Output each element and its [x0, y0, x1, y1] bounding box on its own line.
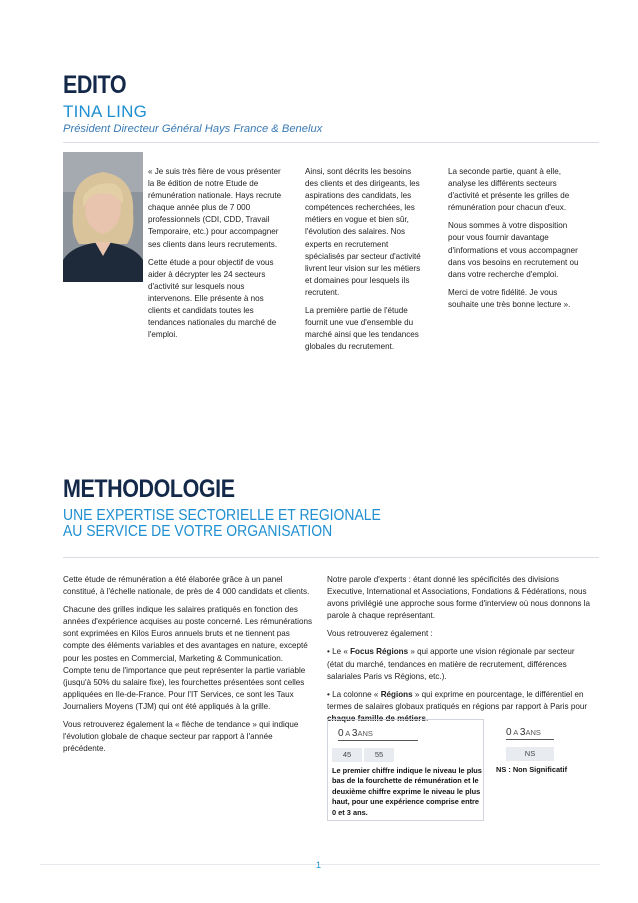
methodo-right-column — [327, 574, 592, 731]
edito-paragraph: Nous sommes à votre disposition pour vous fournir davantage d'informations et vous accompagner dans vos besoins en recrutement ou dans votre recherche d'emploi. — [448, 221, 579, 279]
bold-term: chaque famille de métiers — [327, 713, 426, 723]
salary-example-box — [327, 719, 484, 821]
methodo-title: METHODOLOGIE — [63, 475, 235, 503]
range-to: 3 — [519, 727, 526, 738]
author-role: Président Directeur Général Hays France & Benelux — [63, 123, 323, 135]
experience-range — [338, 728, 418, 741]
range-unit: ANS — [525, 728, 541, 737]
salary-max-cell: 55 — [364, 748, 394, 762]
methodo-left-column — [63, 574, 313, 761]
edito-paragraph: Cette étude a pour objectif de vous aider à décrypter les 24 secteurs d'activité sur lesquels nous intervenons. Elle présente à nos clients et candidats toutes les tendances nationales du marché de l'emploi. — [148, 257, 277, 340]
methodo-paragraph: Notre parole d'experts : étant donné les spécificités des divisions Executive, International et Associations, Fondations & Fédérations, nous avons privilégié une approche sous forme d'interview où nous donnons la parole à chaque représentant. — [327, 575, 590, 621]
range-unit: ANS — [357, 729, 373, 738]
edito-column-3 — [448, 166, 580, 317]
methodo-subtitle-line1: UNE EXPERTISE SECTORIELLE ET REGIONALE — [63, 507, 381, 524]
range-to: 3 — [351, 728, 358, 739]
ns-cell: NS — [506, 747, 554, 761]
edito-paragraph: Ainsi, sont décrits les besoins des clients et des dirigeants, les aspirations des candidats, les compétences recherchées, les métiers en vogue et bien sûr, l'évolution des salaires. Nos experts en recrutement spécialisés par secteur d'activité livrent leur vision sur les métiers et domaines pour lesquels ils recrutent. — [305, 167, 421, 297]
edito-column-2 — [305, 166, 425, 359]
text-span: • Le « — [327, 647, 351, 657]
bold-term: Focus Régions — [350, 647, 409, 657]
bold-term: Régions — [380, 689, 413, 699]
range-sep: A — [345, 729, 350, 738]
edito-paragraph: La seconde partie, quant à elle, analyse les différents secteurs d'activité et présente les grilles de rémunération pour chacun d'eux. — [448, 167, 570, 213]
text-span: . — [425, 713, 429, 723]
methodo-paragraph: Chacune des grilles indique les salaires pratiqués en fonction des années d'expérience acquises au poste concerné. Les rémunérations sont exprimées en Kilos Euros annuels bruts et ne tiennent pas compte des éléments variables et des avantages en nature, excepté pour les postes en Commercial, Marketing & Communication. Compte tenu de l'importance que peut représenter la partie variable (jusqu'à 50% du salaire fixe), les fourchettes présentées sont celles appliquées en Ile-de-France. Pour l'IT Services, ce sont les Taux Journaliers Moyens (TJM) qui ont été appliqués à la grille. — [63, 605, 313, 711]
experience-range — [506, 727, 554, 740]
range-sep: A — [513, 728, 518, 737]
methodo-focus-paragraph — [327, 646, 592, 682]
portrait-image — [63, 152, 143, 282]
edito-title: EDITO — [63, 71, 127, 99]
range-from: 0 — [338, 728, 344, 739]
author-name: TINA LING — [63, 102, 147, 121]
methodo-subtitle-line2: AU SERVICE DE VOTRE ORGANISATION — [63, 523, 333, 540]
methodo-paragraph: Vous retrouverez également la « flèche de tendance » qui indique l'évolution globale de chaque secteur par rapport à l'année précédente. — [63, 720, 299, 754]
edito-paragraph: Merci de votre fidélité. Je vous souhaite une très bonne lecture ». — [448, 287, 571, 309]
divider — [63, 142, 599, 143]
edito-paragraph: « Je suis très fière de vous présenter la 8e édition de notre Etude de rémunération nationale. Hays recrute chaque année plus de 7 000 professionnels (CDI, CDD, Travail Temporaire, etc.) pour accompagner ses clients dans leurs recrutements. — [148, 167, 282, 249]
page-number: 1 — [316, 860, 322, 870]
divider — [63, 557, 599, 558]
box-caption: Le premier chiffre indique le niveau le plus bas de la fourchette de rémunération et le deuxième chiffre exprime le niveau le plus haut, pour une expérience comprise entre 0 et 3 ans. — [332, 766, 482, 817]
salary-min-cell: 45 — [332, 748, 362, 762]
author-photo — [63, 152, 143, 282]
box-caption: NS : Non Significatif — [496, 765, 568, 774]
text-span: • La colonne « — [327, 689, 381, 699]
ns-example-box — [496, 719, 596, 779]
range-from: 0 — [506, 727, 512, 738]
edito-paragraph: La première partie de l'étude fournit une vue d'ensemble du marché ainsi que les tendances globales du recrutement. — [305, 306, 419, 352]
methodo-paragraph: Cette étude de rémunération a été élaborée grâce à un panel constitué, à l'échelle nationale, de près de 4 000 candidats et clients. — [63, 575, 310, 597]
text-span: » qui apporte une vision régionale par secteur (état du marché, tendances en matière de recrutement, différences salariales Paris vs Régions, etc.). — [327, 647, 575, 681]
edito-column-1 — [148, 166, 286, 347]
text-span: » qui exprime en pourcentage, le différentiel en termes de salaires globaux pratiqués en régions par rapport à Paris pour — [327, 689, 588, 711]
methodo-paragraph: Vous retrouverez également : — [327, 629, 433, 639]
